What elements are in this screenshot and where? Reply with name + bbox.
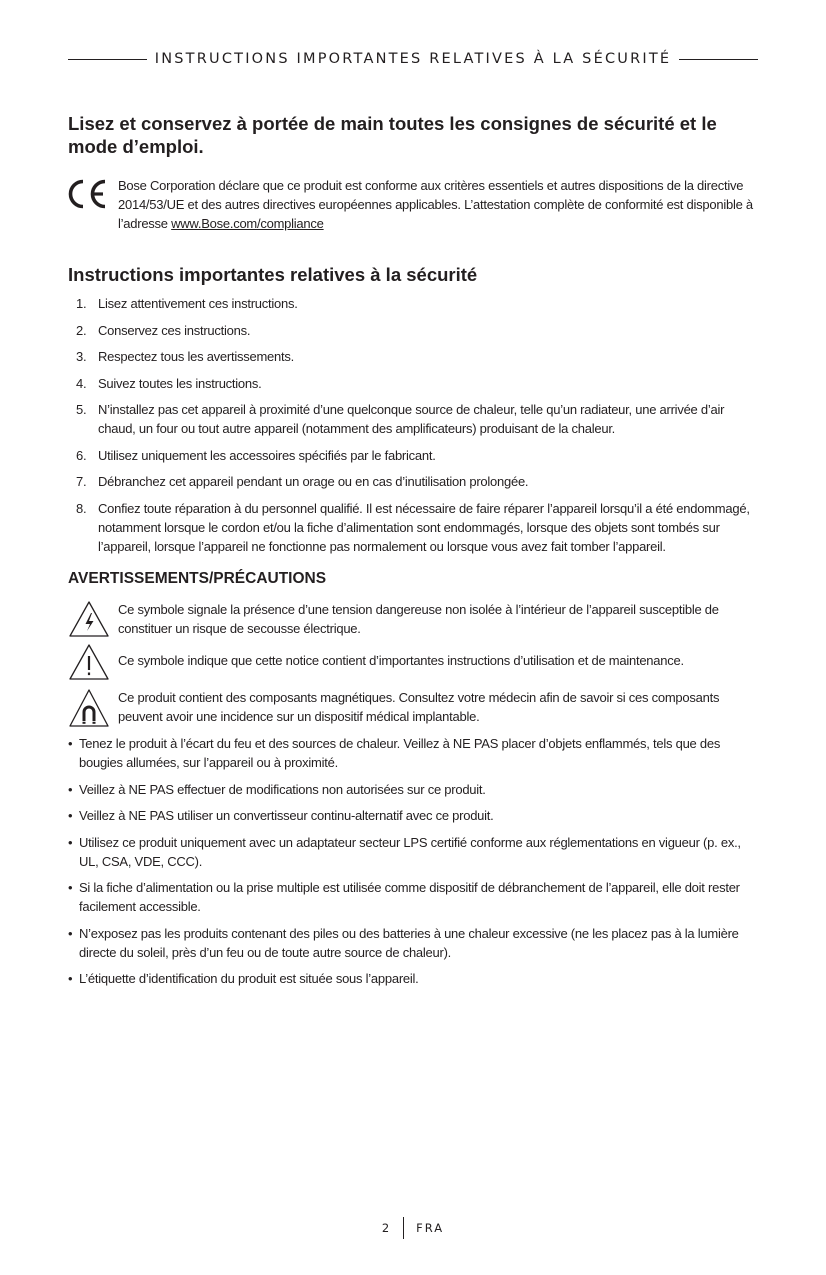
ce-notice (68, 176, 758, 233)
list-item: • Tenez le produit à l’écart du feu et des sources de chaleur. Veillez à NE PAS placer d’objets enflammés, tels que des bougies allumées, sur l’appareil ou à proximité. (68, 734, 760, 772)
header-rule-left (68, 59, 147, 60)
warnings-heading: AVERTISSEMENTS/PRÉCAUTIONS (68, 570, 327, 587)
list-item: • N’exposez pas les produits contenant des piles ou des batteries à une chaleur excessive (ne les placez pas à la lumière directe du soleil, près d’un feu ou de toute autre source de chaleur). (68, 924, 760, 962)
header-title: INSTRUCTIONS IMPORTANTES RELATIVES À LA SÉCURITÉ (154, 51, 672, 67)
list-item-text: Confiez toute réparation à du personnel qualifié. Il est nécessaire de faire réparer l’appareil lorsqu’il a été endommagé, notamment lorsque le cordon et/ou la fiche d’alimentation sont endommagés, lorsque des objets sont tombés sur l’appareil, lorsque l’appareil ne fonctionne pas normalement ou lorsque vous avez fait tomber l’appareil. (98, 500, 750, 554)
list-item (68, 446, 760, 465)
list-item-number: 1. (76, 296, 87, 311)
list-item (68, 294, 760, 313)
list-item-text: Respectez tous les avertissements. (98, 349, 294, 364)
ce-mark-icon (68, 178, 110, 210)
list-item (68, 347, 760, 366)
page-number: 2 (381, 1221, 392, 1235)
lightning-warning-icon (68, 600, 110, 638)
list-item: • L’étiquette d’identification du produit est située sous l’appareil. (68, 969, 760, 988)
ce-notice-text (118, 176, 758, 233)
list-item-number: 6. (76, 447, 87, 463)
list-item (68, 400, 760, 438)
list-item-number: 3. (76, 349, 87, 364)
page-header (68, 48, 758, 70)
language-code: FRA (416, 1221, 445, 1235)
footer-divider (403, 1217, 404, 1239)
warning-text: Ce symbole signale la présence d’une tension dangereuse non isolée à l’intérieur de l’appareil susceptible de constituer un risque de secousse électrique. (118, 602, 719, 636)
list-item-text: Conservez ces instructions. (98, 322, 251, 338)
compliance-link[interactable]: www.Bose.com/compliance (171, 216, 324, 231)
list-item-number: 7. (76, 474, 87, 489)
warning-text: Ce symbole indique que cette notice contient d’importantes instructions d’utilisation et de maintenance. (118, 653, 684, 668)
intro-heading: Lisez et conservez à portée de main toutes les consignes de sécurité et le mode d’emploi. (68, 113, 717, 157)
warning-symbol-exclamation (68, 643, 758, 670)
warning-symbol-lightning (68, 600, 758, 638)
header-rule-right (679, 59, 758, 60)
list-item (68, 321, 760, 340)
ce-notice-body: Bose Corporation déclare que ce produit est conforme aux critères essentiels et autres dispositions de la directive 2014/53/UE et des autres directives européennes applicables. L’attestation complète de conformité est disponible à l’adresse (118, 178, 753, 231)
list-item-number: 8. (76, 500, 87, 516)
list-item (68, 472, 760, 491)
list-item-text: Utilisez uniquement les accessoires spécifiés par le fabricant. (98, 447, 436, 463)
list-item-text: Suivez toutes les instructions. (98, 375, 262, 391)
list-item: • Si la fiche d’alimentation ou la prise multiple est utilisée comme dispositif de débranchement de l’appareil, elle doit rester facilement accessible. (68, 878, 760, 916)
safety-instructions-list (68, 294, 760, 563)
list-item-text: Débranchez cet appareil pendant un orage ou en cas d’inutilisation prolongée. (98, 474, 529, 489)
list-item-number: 2. (76, 322, 87, 338)
page-footer (0, 1216, 826, 1240)
warning-text: Ce produit contient des composants magnétiques. Consultez votre médecin afin de savoir si ces composants peuvent avoir une incidence sur un dispositif médical implantable. (118, 690, 720, 724)
list-item-number: 5. (76, 402, 87, 417)
list-item: • Veillez à NE PAS effectuer de modifications non autorisées sur ce produit. (68, 780, 760, 799)
safety-heading: Instructions importantes relatives à la sécurité (68, 264, 478, 285)
list-item-number: 4. (76, 375, 87, 391)
warning-symbol-magnet (68, 688, 758, 726)
list-item (68, 374, 760, 393)
list-item-text: N’installez pas cet appareil à proximité d’une quelconque source de chaleur, telle qu’un radiateur, une arrivée d’air chaud, un four ou tout autre appareil (notamment des amplificateurs) produisant de la chaleur. (98, 402, 725, 436)
exclamation-warning-icon (68, 643, 110, 681)
list-item: • Veillez à NE PAS utiliser un convertisseur continu-alternatif avec ce produit. (68, 806, 760, 825)
magnet-warning-icon (68, 688, 110, 728)
list-item-text: Lisez attentivement ces instructions. (98, 296, 298, 311)
warnings-bullet-list (68, 734, 760, 996)
list-item: • Utilisez ce produit uniquement avec un adaptateur secteur LPS certifié conforme aux réglementations en vigueur (p. ex., UL, CSA, VDE, CCC). (68, 833, 760, 871)
list-item (68, 499, 760, 556)
